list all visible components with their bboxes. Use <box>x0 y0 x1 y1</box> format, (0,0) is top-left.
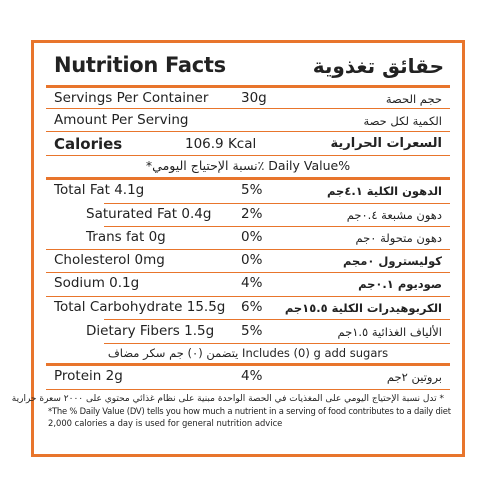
total-carbohydrate-ar: الكربوهيدرات الكلية ١٥.٥جم <box>284 301 442 315</box>
cholesterol-pct: 0% <box>241 252 263 268</box>
divider <box>46 155 450 156</box>
divider <box>46 272 450 273</box>
divider <box>46 131 450 132</box>
protein-pct: 4% <box>241 368 263 384</box>
calories-label-en: Calories <box>54 135 123 153</box>
divider <box>46 249 450 250</box>
sodium-ar: صوديوم ٠.١جم <box>358 277 442 291</box>
saturated-fat-en: Saturated Fat 0.4g <box>86 206 212 222</box>
total-fat-ar: الدهون الكلية ٤.١جم <box>327 184 442 198</box>
dietary-fibers-en: Dietary Fibers 1.5g <box>86 323 215 339</box>
amount-label-ar: الكمية لكل حصة <box>363 114 442 128</box>
trans-fat-en: Trans fat 0g <box>86 229 166 245</box>
added-sugars: يتضمن (٠) جم سكر مضاف Includes (0) g add sugars <box>107 346 389 360</box>
saturated-fat-pct: 2% <box>241 206 263 222</box>
divider <box>46 389 450 390</box>
calories-value: 106.9 Kcal <box>185 136 257 152</box>
footnote-arabic: * تدل نسبة الإحتياج اليومي على المغذيات في الحصة الواحدة مبنية على نظام غذائي محتوي على ٢٠٠٠ سعرة حرارية <box>11 394 444 404</box>
amount-label-en: Amount Per Serving <box>54 112 189 128</box>
dietary-fibers-pct: 5% <box>241 323 263 339</box>
trans-fat-ar: دهون متحولة ٠جم <box>355 231 442 245</box>
daily-value-header: *نسبة الإحتياج اليومي٪ Daily Value% <box>145 158 351 173</box>
total-fat-en: Total Fat 4.1g <box>54 182 145 198</box>
protein-en: Protein 2g <box>54 368 123 384</box>
sodium-pct: 4% <box>241 275 263 291</box>
calories-label-ar: السعرات الحرارية <box>330 136 442 151</box>
title-arabic: حقائق تغذوية <box>312 54 444 78</box>
total-carbohydrate-pct: 6% <box>241 299 263 315</box>
cholesterol-en: Cholesterol 0mg <box>54 252 165 268</box>
divider <box>46 296 450 297</box>
nutrition-label <box>11 40 465 457</box>
total-carbohydrate-en: Total Carbohydrate 15.5g <box>54 299 226 315</box>
divider <box>46 108 450 109</box>
title-english: Nutrition Facts <box>54 53 226 77</box>
cholesterol-ar: كوليسترول ٠مجم <box>342 254 442 268</box>
footnote-english-line1: *The % Daily Value (DV) tells you how much a nutrient in a serving of food contributes to a daily diet <box>48 406 451 416</box>
saturated-fat-ar: دهون مشبعة ٠.٤جم <box>346 208 442 222</box>
divider <box>104 319 450 320</box>
total-fat-pct: 5% <box>241 182 263 198</box>
dietary-fibers-ar: الألياف الغذائية ١.٥جم <box>337 325 442 339</box>
divider <box>46 363 450 366</box>
divider <box>104 226 450 227</box>
divider <box>46 177 450 180</box>
sodium-en: Sodium 0.1g <box>54 275 140 291</box>
divider <box>104 203 450 204</box>
servings-label-ar: حجم الحصة <box>385 92 442 106</box>
divider <box>104 343 450 344</box>
footnote-english-line2: 2,000 calories a day is used for general nutrition advice <box>48 418 283 428</box>
servings-value: 30g <box>241 90 267 106</box>
protein-ar: بروتين ٢جم <box>386 370 442 384</box>
title-divider <box>46 85 450 88</box>
trans-fat-pct: 0% <box>241 229 263 245</box>
servings-label-en: Servings Per Container <box>54 90 209 106</box>
